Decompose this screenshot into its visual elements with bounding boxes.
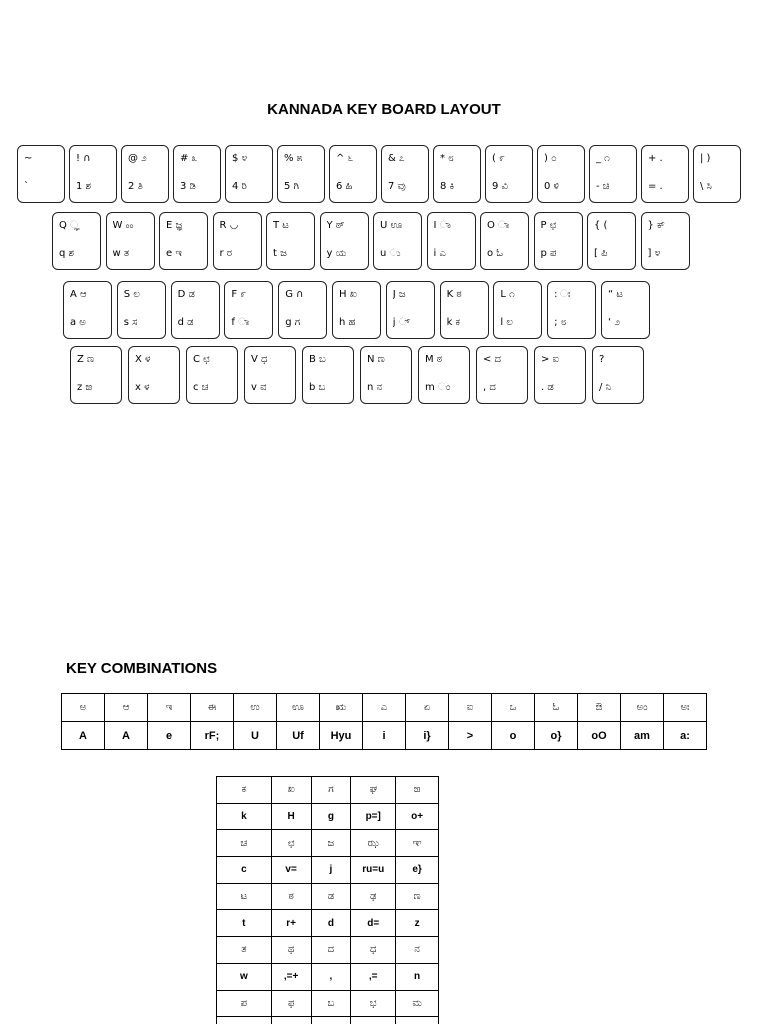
table-cell: ಛ [271, 830, 311, 857]
table-cell: e} [396, 857, 439, 884]
key-upper-label: H ಖ [338, 289, 357, 300]
key-upper-label: Q ್ಞ [59, 220, 80, 231]
table-cell [217, 1017, 272, 1024]
table-cell [311, 1017, 351, 1024]
table-cell: ಪ [217, 990, 272, 1017]
keyboard-key [329, 145, 377, 203]
table-cell: U [234, 722, 277, 750]
keyboard-key [440, 281, 489, 339]
key-upper-label: : ಃ [554, 289, 571, 300]
key-upper-label: # ೩ [180, 153, 198, 164]
table-cell: ಗ [311, 777, 351, 804]
key-combinations-title: KEY COMBINATIONS [66, 660, 218, 677]
keyboard-key [418, 346, 470, 404]
key-lower-label: k ಕ [446, 317, 461, 328]
key-upper-label: * ೮ [440, 153, 454, 164]
table-row [217, 910, 439, 937]
key-lower-label: h ಹ [338, 317, 356, 328]
keyboard-key [117, 281, 166, 339]
table-cell: > [449, 722, 492, 750]
key-lower-label: x ಳ [135, 382, 150, 393]
key-lower-label: 4 ರಿ [232, 181, 247, 192]
key-upper-label: ) ೦ [544, 153, 557, 164]
table-row [217, 963, 439, 990]
keyboard-key [534, 346, 586, 404]
key-upper-label: A ಆ [70, 289, 87, 300]
table-cell: ಒ [492, 694, 535, 722]
table-cell: k [217, 803, 272, 830]
key-lower-label: g ಗ [285, 317, 301, 328]
table-cell: ಡ [311, 883, 351, 910]
table-cell: ಬ [311, 990, 351, 1017]
keyboard-key [373, 212, 422, 270]
table-row [217, 1017, 439, 1024]
table-cell: ಚ [217, 830, 272, 857]
key-lower-label: - ಚಿ [596, 181, 610, 192]
key-lower-label: m ಂ [425, 382, 451, 393]
table-cell: ಉ [234, 694, 277, 722]
key-lower-label: [ ಪಿ [594, 248, 608, 259]
table-cell: c [217, 857, 272, 884]
key-lower-label: 2 ತಿ [128, 181, 143, 192]
table-cell: o+ [396, 803, 439, 830]
keyboard-key [641, 212, 690, 270]
key-upper-label: “ ಟ [607, 289, 623, 300]
key-upper-label: C ಛ [193, 354, 210, 365]
table-cell: ಎ [363, 694, 406, 722]
keyboard-key [433, 145, 481, 203]
table-cell: a: [664, 722, 707, 750]
table-row [217, 857, 439, 884]
key-upper-label: ~ [24, 153, 33, 164]
keyboard-key [106, 212, 155, 270]
keyboard-key [224, 281, 273, 339]
table-cell: ಣ [396, 883, 439, 910]
key-upper-label: P ಛ [540, 220, 557, 231]
keyboard-key [534, 212, 583, 270]
keyboard-key [381, 145, 429, 203]
table-cell: v= [271, 857, 311, 884]
key-upper-label: { ( [594, 220, 608, 231]
key-lower-label: d ಡ [177, 317, 194, 328]
table-cell: ಔ [578, 694, 621, 722]
table-cell: r+ [271, 910, 311, 937]
key-lower-label: i ಎ [433, 248, 446, 259]
key-lower-label: w ತ [112, 248, 130, 259]
key-upper-label: W ೲ [112, 220, 134, 231]
table-cell: ಐ [449, 694, 492, 722]
table-cell: A [105, 722, 148, 750]
table-cell: A [62, 722, 105, 750]
key-lower-label: 6 ಹಿ [336, 181, 353, 192]
key-upper-label: @ ೨ [128, 153, 147, 164]
table-cell: H [271, 803, 311, 830]
keyboard-key [225, 145, 273, 203]
key-lower-label: . ಡ [541, 382, 554, 393]
table-cell: ಠ [271, 883, 311, 910]
key-lower-label: c ಚ [193, 382, 209, 393]
key-lower-label: n ನ [367, 382, 383, 393]
key-lower-label: 8 ಕಿ [440, 181, 455, 192]
keyboard-key [601, 281, 650, 339]
table-cell [351, 1017, 396, 1024]
key-lower-label: 1 ಶ [76, 181, 92, 192]
table-cell: ಕ [217, 777, 272, 804]
table-row [217, 937, 439, 964]
keyboard-key [121, 145, 169, 203]
key-upper-label: R ◡ [219, 220, 239, 231]
keyboard-key [480, 212, 529, 270]
key-lower-label: 9 ವಿ [492, 181, 508, 192]
keyboard-row-4 [70, 346, 644, 404]
table-cell: w [217, 963, 272, 990]
keyboard-key [213, 212, 262, 270]
key-lower-label: = . [648, 181, 663, 192]
table-cell: d= [351, 910, 396, 937]
key-upper-label: + . [648, 153, 663, 164]
table-cell: ಟ [217, 883, 272, 910]
table-cell: ಘ [351, 777, 396, 804]
key-lower-label: u ು [380, 248, 401, 259]
table-cell: ಏ [406, 694, 449, 722]
key-upper-label: < ದ [483, 354, 502, 365]
key-upper-label: X ಳ [135, 354, 151, 365]
table-cell: ,= [351, 963, 396, 990]
key-upper-label: B ಬ [309, 354, 326, 365]
table-cell: ಇ [148, 694, 191, 722]
table-cell: ಧ [351, 937, 396, 964]
table-cell: o [492, 722, 535, 750]
key-upper-label: I ಾ [433, 220, 452, 231]
table-row [217, 883, 439, 910]
key-upper-label: D ಡ [177, 289, 195, 300]
keyboard-key [587, 212, 636, 270]
table-row [217, 990, 439, 1017]
keyboard-key [485, 145, 533, 203]
key-upper-label: ( ೯ [492, 153, 505, 164]
key-lower-label: s ಸ [123, 317, 138, 328]
table-cell: ಋ [320, 694, 363, 722]
key-upper-label: ? [599, 354, 605, 365]
table-cell: ದ [311, 937, 351, 964]
table-cell: i} [406, 722, 449, 750]
key-lower-label: 0 ಳಿ [544, 181, 559, 192]
key-upper-label: V ಧ [251, 354, 268, 365]
key-upper-label: T ಟ [273, 220, 289, 231]
table-cell: ಢ [351, 883, 396, 910]
key-upper-label: % ೫ [284, 153, 303, 164]
vowel-combinations-table [61, 693, 707, 750]
key-lower-label: y ಯ [326, 248, 347, 259]
table-cell: n [396, 963, 439, 990]
key-lower-label: q ಶ [59, 248, 75, 259]
table-row [217, 803, 439, 830]
key-upper-label: K ಠ [446, 289, 462, 300]
table-cell: ಫ [271, 990, 311, 1017]
keyboard-row-3 [63, 281, 650, 339]
keyboard-key [128, 346, 180, 404]
keyboard-key [278, 281, 327, 339]
keyboard-row-1 [17, 145, 741, 203]
table-cell: ಈ [191, 694, 234, 722]
key-lower-label: ‘ ೨ [607, 317, 620, 328]
key-upper-label: Y ಠ್ [326, 220, 345, 231]
table-cell: ಊ [277, 694, 320, 722]
key-upper-label: ! ∩ [76, 153, 91, 164]
keyboard-key [266, 212, 315, 270]
key-lower-label: e ಇ [166, 248, 182, 259]
key-lower-label: ` [24, 181, 29, 192]
page-title: KANNADA KEY BOARD LAYOUT [267, 101, 501, 118]
key-upper-label: N ಣ [367, 354, 385, 365]
key-lower-label: 5 ಗಿ [284, 181, 300, 192]
keyboard-key [69, 145, 117, 203]
table-cell: rF; [191, 722, 234, 750]
table-cell: ಅಃ [664, 694, 707, 722]
table-cell: o} [535, 722, 578, 750]
key-upper-label: F ೯ [231, 289, 246, 300]
keyboard-key [589, 145, 637, 203]
table-cell: t [217, 910, 272, 937]
table-cell: d [311, 910, 351, 937]
key-lower-label: a ಅ [70, 317, 86, 328]
key-lower-label: o ಓ [487, 248, 504, 259]
key-upper-label: J ಜ [392, 289, 406, 300]
key-lower-label: ; ೮ [554, 317, 567, 328]
keyboard-key [476, 346, 528, 404]
key-upper-label: S ಲ [123, 289, 140, 300]
key-lower-label: \ ಸಿ [700, 181, 712, 192]
table-cell: ಅ [62, 694, 105, 722]
key-upper-label: | ) [700, 153, 711, 164]
keyboard-key [332, 281, 381, 339]
key-upper-label: ^ ೬ [336, 153, 354, 164]
keyboard-key [17, 145, 65, 203]
table-cell: ,=+ [271, 963, 311, 990]
key-lower-label: r ರ [219, 248, 233, 259]
keyboard-key [186, 346, 238, 404]
key-lower-label: / ನಿ [599, 382, 612, 393]
keyboard-key [52, 212, 101, 270]
table-cell: ಙ [396, 777, 439, 804]
keyboard-key [386, 281, 435, 339]
table-cell: ru=u [351, 857, 396, 884]
keyboard-key [641, 145, 689, 203]
table-cell: ಥ [271, 937, 311, 964]
table-cell: e [148, 722, 191, 750]
table-cell: Uf [277, 722, 320, 750]
key-upper-label: O ಾ [487, 220, 510, 231]
table-row [217, 777, 439, 804]
table-cell: ಅಂ [621, 694, 664, 722]
key-upper-label: U ಊ [380, 220, 403, 231]
table-cell [396, 1017, 439, 1024]
key-lower-label: b ಬ [309, 382, 326, 393]
key-lower-label: 7 ವು [388, 181, 406, 192]
keyboard-row-2 [52, 212, 690, 270]
table-cell: am [621, 722, 664, 750]
keyboard-key [171, 281, 220, 339]
table-cell: ಞ [396, 830, 439, 857]
key-upper-label: G ∩ [285, 289, 304, 300]
key-lower-label: t ಜ [273, 248, 287, 259]
key-lower-label: z ಙ [77, 382, 93, 393]
key-upper-label: _ ೧ [596, 153, 610, 164]
table-row [217, 830, 439, 857]
key-upper-label: & ೭ [388, 153, 405, 164]
table-cell: , [311, 963, 351, 990]
keyboard-key [537, 145, 585, 203]
keyboard-key [427, 212, 476, 270]
table-cell: ಖ [271, 777, 311, 804]
keyboard-key [63, 281, 112, 339]
keyboard-key [693, 145, 741, 203]
table-cell: ಆ [105, 694, 148, 722]
key-lower-label: , ದ [483, 382, 496, 393]
table-row [62, 694, 707, 722]
table-cell: g [311, 803, 351, 830]
key-lower-label: 3 ಡಿ [180, 181, 196, 192]
table-cell: j [311, 857, 351, 884]
key-upper-label: E ಜ್ಞ [166, 220, 183, 231]
table-cell: Hyu [320, 722, 363, 750]
key-lower-label: f ಾ [231, 317, 250, 328]
keyboard-key [277, 145, 325, 203]
consonant-combinations-table [216, 776, 439, 1024]
key-lower-label: ] ೪ [647, 248, 661, 259]
key-upper-label: > ಐ [541, 354, 560, 365]
keyboard-key [70, 346, 122, 404]
key-lower-label: l ಲ [500, 317, 513, 328]
key-upper-label: L ೧ [500, 289, 515, 300]
keyboard-key [493, 281, 542, 339]
table-cell: p=] [351, 803, 396, 830]
keyboard-key [592, 346, 644, 404]
table-cell: ಭ [351, 990, 396, 1017]
table-cell: ಜ [311, 830, 351, 857]
keyboard-key [173, 145, 221, 203]
keyboard-key [244, 346, 296, 404]
table-cell: ಝ [351, 830, 396, 857]
table-row [62, 722, 707, 750]
keyboard-key [302, 346, 354, 404]
keyboard-key [159, 212, 208, 270]
table-cell [271, 1017, 311, 1024]
key-upper-label: Z ಣ [77, 354, 95, 365]
keyboard-key [320, 212, 369, 270]
keyboard-key [547, 281, 596, 339]
key-lower-label: j ್ [392, 317, 410, 328]
key-upper-label: $ ೪ [232, 153, 248, 164]
table-cell: z [396, 910, 439, 937]
table-cell: i [363, 722, 406, 750]
key-lower-label: v ವ [251, 382, 267, 393]
table-cell: oO [578, 722, 621, 750]
table-cell: ಓ [535, 694, 578, 722]
keyboard-key [360, 346, 412, 404]
key-lower-label: p ಪ [540, 248, 557, 259]
table-cell: ನ [396, 937, 439, 964]
table-cell: ಮ [396, 990, 439, 1017]
key-upper-label: M ಠ [425, 354, 443, 365]
key-upper-label: } ಕ್ [647, 220, 665, 231]
table-cell: ತ [217, 937, 272, 964]
